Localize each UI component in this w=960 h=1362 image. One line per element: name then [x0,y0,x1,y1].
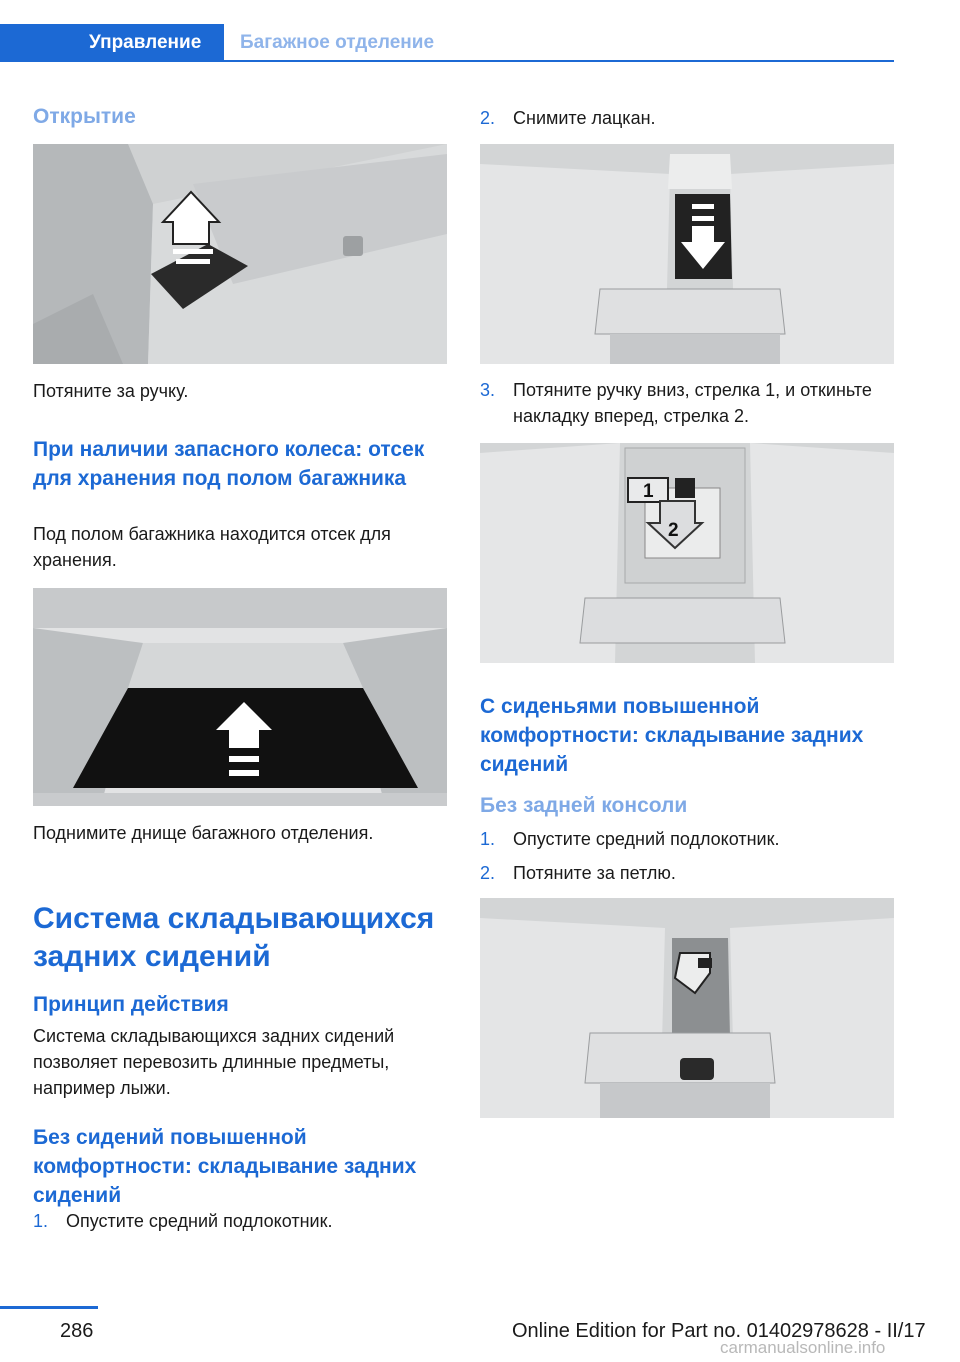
step-text: Опустите средний подлокотник. [66,1211,333,1231]
heading-open: Открытие [33,105,136,128]
page-number: 286 [60,1320,94,1342]
heading-principle: Принцип действия [33,993,229,1016]
footer-divider [0,1306,98,1309]
step-text: Опустите средний подлокотник. [513,829,780,849]
rear-seat-flap-illustration [480,144,894,364]
trunk-handle-illustration [33,144,447,364]
heading-no-console: Без задней консоли [480,794,688,817]
step-number: 2. [480,863,496,883]
header-tab-active-label: Управление [89,32,202,53]
step-text: Снимите лацкан. [513,108,656,128]
text-pull-handle: Потяните за ручку. [33,381,189,401]
text-lift-floor: Поднимите днище багажного отделения. [33,823,374,843]
header-tab-inactive[interactable]: Багажное отделение [240,32,435,53]
step-text: Потяните ручку вниз, стрелка 1, и откиньте накладку вперед, стрелка 2. [513,380,872,426]
step-text: Потяните за петлю. [513,863,676,883]
edition-info: Online Edition for Part no. 01402978628 - II/17 [512,1320,926,1342]
step-number: 1. [33,1211,49,1231]
step-number: 2. [480,108,496,128]
step-number: 3. [480,380,496,400]
heading-folding-system: Система складывающихся задних сидений [33,902,435,973]
header-tab-active[interactable] [0,24,224,62]
watermark: carmanualsonline.info [720,1338,886,1357]
text-principle: Система складывающихся задних сидений позволяет перевозить длинные предметы, например лыжи. [33,1026,395,1098]
step-number: 1. [480,829,496,849]
callout-2: 2 [668,520,679,541]
armrest-cover-illustration [480,443,894,663]
callout-1: 1 [643,481,654,502]
heading-with-comfort: С сиденьями повышенной комфортности: складывание задних сидений [480,695,864,776]
seat-loop-illustration [480,898,894,1118]
trunk-floor-illustration [33,588,447,806]
heading-spare-wheel: При наличии запасного колеса: отсек для хранения под полом багажника [33,438,425,490]
heading-without-comfort: Без сидений повышенной комфортности: складывание задних сидений [33,1126,417,1207]
text-spare-wheel: Под полом багажника находится отсек для хранения. [33,524,391,570]
header-divider [224,60,894,62]
